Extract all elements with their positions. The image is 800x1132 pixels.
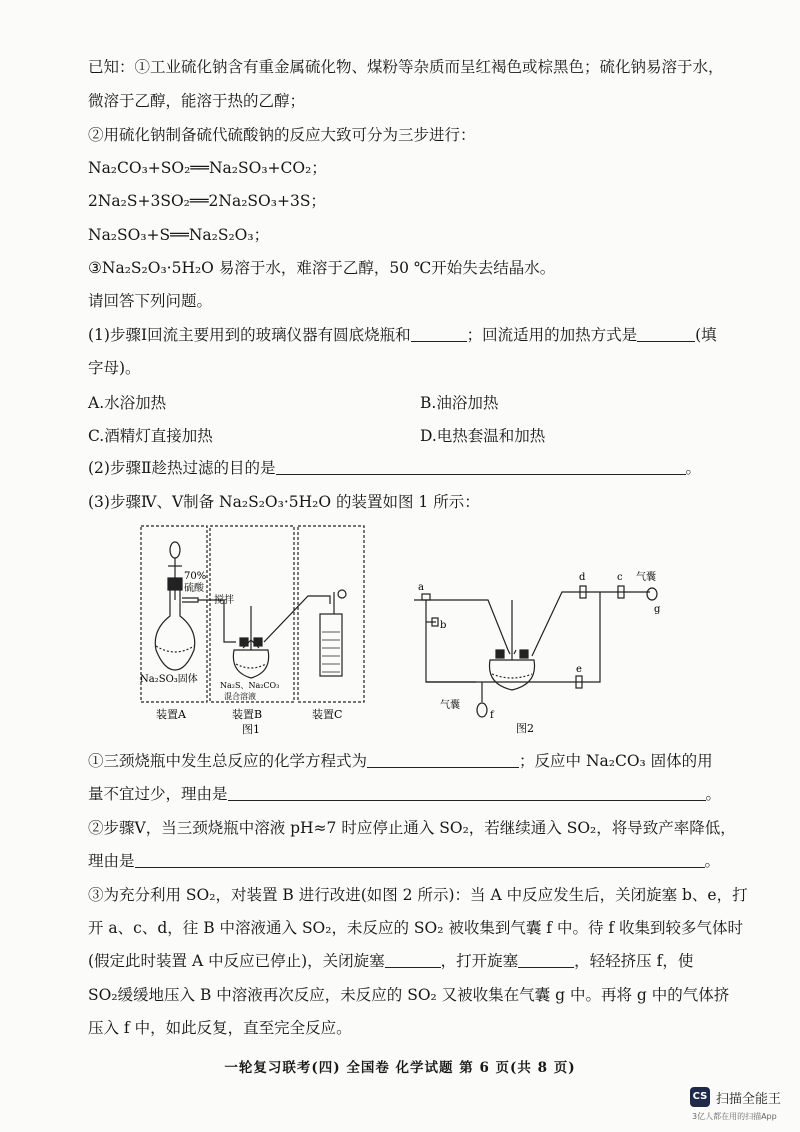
sub-question-1 (88, 750, 713, 772)
sub-question-2: ②步骤Ⅴ，当三颈烧瓶中溶液 pH≈7 时应停止通入 SO₂，若继续通入 SO₂，将导致产率降低， (88, 819, 736, 837)
valve-e: e (576, 664, 582, 675)
valve-b: b (440, 620, 447, 631)
q1-tail: 字母)。 (88, 359, 141, 377)
bag-g: g (654, 604, 661, 615)
scanner-badge (690, 1087, 800, 1127)
s1-text-b: ；反应中 Na₂CO₃ 固体的用 (519, 752, 713, 770)
s3-blank-2[interactable] (518, 951, 574, 968)
valve-a: a (418, 582, 424, 593)
sub-question-3: ③为充分利用 SO₂，对装置 B 进行改进(如图 2 所示)：当 A 中反应发生后，关闭旋塞 b、e，打 (88, 886, 748, 904)
valve-d: d (579, 572, 586, 583)
option-b: B.油浴加热 (420, 394, 499, 412)
q2-text: (2)步骤Ⅱ趁热过滤的目的是 (88, 459, 276, 477)
sub-question-1-cont (88, 783, 721, 805)
valve-c: c (617, 572, 623, 583)
bag-g-label: 气囊 (636, 572, 656, 583)
caption-1: 图1 (242, 723, 260, 736)
sub-question-3-line-4: SO₂缓缓地压入 B 中溶液再次反应，未反应的 SO₂ 又被收集在气囊 g 中。再将 g 中的气体挤 (88, 986, 730, 1004)
q1-blank-1[interactable] (411, 325, 467, 342)
figure-2 (412, 562, 672, 744)
page-footer: 一轮复习联考(四) 全国卷 化学试题 第 6 页(共 8 页) (224, 1060, 576, 1076)
acid-percent: 70% (184, 571, 207, 582)
mix-label-2: 混合溶液 (224, 692, 256, 701)
stir-label: 搅拌 (214, 595, 234, 606)
option-a: A.水浴加热 (88, 394, 167, 412)
equation-2: 2Na₂S+3SO₂══2Na₂SO₃+3S； (88, 192, 326, 210)
caption-2: 图2 (516, 722, 534, 735)
cs-logo-icon: CS (690, 1087, 710, 1107)
option-c: C.酒精灯直接加热 (88, 427, 213, 445)
prompt-line: 请回答下列问题。 (88, 292, 213, 310)
sub-question-3-line-3 (88, 950, 693, 972)
q1-part-a: (1)步骤Ⅰ回流主要用到的玻璃仪器有圆底烧瓶和 (88, 326, 411, 344)
s2-blank[interactable] (135, 851, 705, 868)
s2-end: 。 (704, 852, 721, 870)
question-1 (88, 324, 717, 346)
q2-blank[interactable] (276, 458, 686, 475)
figure-1 (138, 522, 370, 744)
device-b-box (210, 526, 294, 702)
option-d: D.电热套温和加热 (420, 427, 546, 445)
known-line-3: ②用硫化钠制备硫代硫酸钠的反应大致可分为三步进行： (88, 126, 476, 144)
question-2 (88, 457, 701, 479)
q1-part-c: (填 (695, 326, 717, 344)
bag-f: f (490, 710, 494, 721)
s3-blank-1[interactable] (385, 951, 441, 968)
s3-text-c1: (假定此时装置 A 中反应已停止)，关闭旋塞 (88, 952, 385, 970)
acid-name: 硫酸 (184, 583, 204, 594)
label-a: 装置A (156, 708, 186, 721)
s1-text-c: 量不宜过少，理由是 (88, 785, 228, 803)
q1-part-b: ；回流适用的加热方式是 (466, 326, 638, 344)
bottle-c (320, 614, 342, 676)
s2-text-b: 理由是 (88, 852, 135, 870)
mix-label-1: Na₂S、Na₂CO₃ (220, 681, 280, 690)
q2-end: 。 (685, 459, 702, 477)
funnel-bulb (170, 542, 180, 558)
q1-blank-2[interactable] (637, 325, 695, 342)
known-line-1: 已知：①工业硫化钠含有重金属硫化物、煤粉等杂质而呈红褐色或棕黑色；硫化钠易溶于水， (88, 58, 724, 76)
s1-blank-1[interactable] (367, 751, 519, 768)
s3-text-c2: ，打开旋塞 (440, 952, 519, 970)
s1-end: 。 (705, 785, 722, 803)
label-c: 装置C (312, 708, 343, 721)
flask-b (233, 650, 268, 678)
bag-f-label: 气囊 (440, 700, 460, 711)
scanner-tagline: 3亿人都在用的扫描App (692, 1112, 777, 1121)
s1-blank-2[interactable] (228, 784, 706, 801)
known-line-7: ③Na₂S₂O₃·5H₂O 易溶于水，难溶于乙醇，50 ℃开始失去结晶水。 (88, 259, 556, 277)
question-3: (3)步骤Ⅳ、Ⅴ制备 Na₂S₂O₃·5H₂O 的装置如图 1 所示： (88, 493, 480, 511)
equation-1: Na₂CO₃+SO₂══Na₂SO₃+CO₂； (88, 159, 327, 177)
equation-3: Na₂SO₃+S══Na₂S₂O₃； (88, 226, 270, 244)
s1-text-a: ①三颈烧瓶中发生总反应的化学方程式为 (88, 752, 368, 770)
known-line-2: 微溶于乙醇，能溶于热的乙醇； (88, 92, 306, 110)
solid-label: Na₂SO₃固体 (140, 674, 198, 685)
label-b: 装置B (232, 708, 263, 721)
s3-text-c3: ，轻轻挤压 f，使 (574, 952, 694, 970)
sub-question-3-line-2: 开 a、c、d，往 B 中溶液通入 SO₂，未反应的 SO₂ 被收集到气囊 f 中。待 f 收集到较多气体时 (88, 919, 744, 937)
sub-question-2-cont (88, 850, 720, 872)
sub-question-3-line-5: 压入 f 中，如此反复，直至完全反应。 (88, 1019, 352, 1037)
scanner-app-name: 扫描全能王 (716, 1092, 782, 1107)
